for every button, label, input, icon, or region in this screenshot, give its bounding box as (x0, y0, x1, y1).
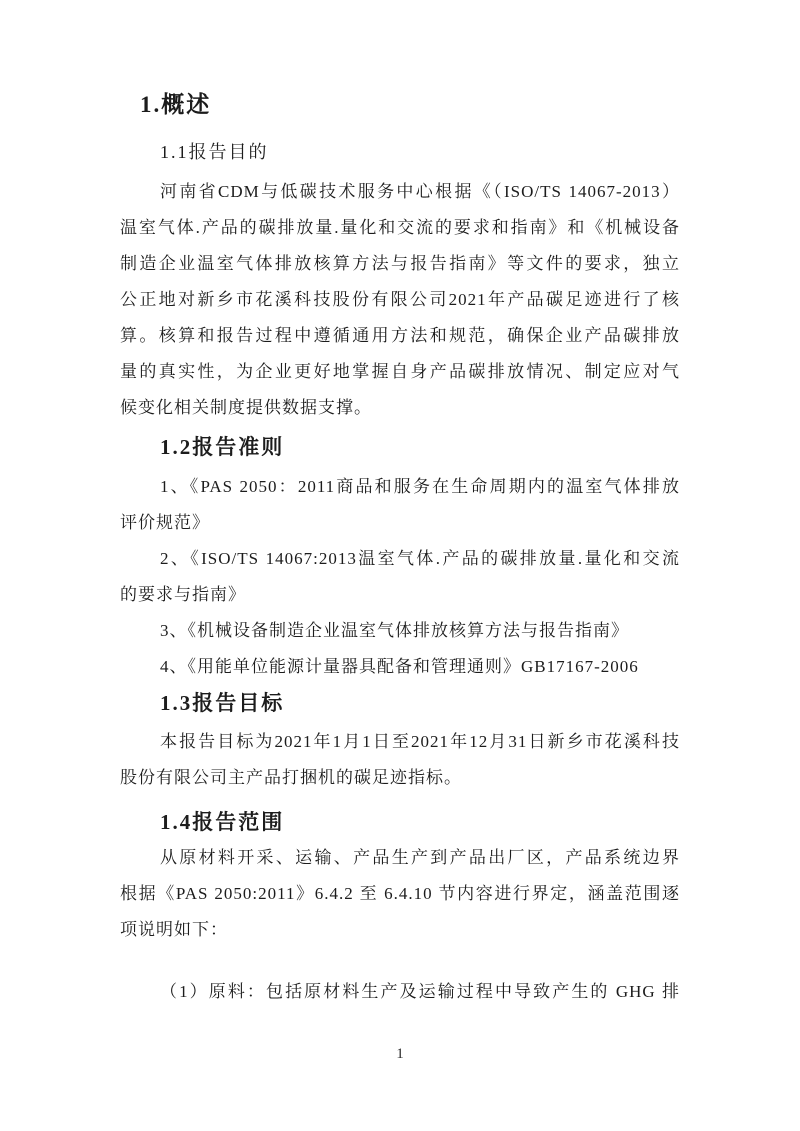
heading-report-scope: 1.4报告范围 (160, 810, 285, 834)
list-item-line: 的要求与指南》 (120, 585, 246, 604)
text-line: 制造企业温室气体排放核算方法与报告指南》等文件的要求，独立 (120, 254, 680, 273)
list-item-line: 评价规范》 (120, 513, 210, 532)
list-report-criteria (120, 469, 680, 685)
text-line: 项说明如下： (120, 920, 228, 939)
text-line: 量的真实性，为企业更好地掌握自身产品碳排放情况、制定应对气 (120, 362, 680, 381)
page-number: 1 (396, 1046, 404, 1062)
list-item-line: 3、《机械设备制造企业温室气体排放核算方法与报告指南》 (160, 621, 629, 640)
paragraph-raw-material (120, 974, 680, 1010)
paragraph-report-target (120, 724, 680, 796)
list-item-line: 2、《ISO/TS 14067:2013温室气体.产品的碳排放量.量化和交流 (160, 549, 680, 568)
text-line: 河南省CDM与低碳技术服务中心根据《（ISO/TS 14067-2013） (160, 182, 680, 201)
heading-report-target: 1.3报告目标 (160, 691, 285, 715)
text-line: 本报告目标为2021年1月1日至2021年12月31日新乡市花溪科技 (160, 732, 680, 751)
list-item-line: 1、《PAS 2050：2011商品和服务在生命周期内的温室气体排放 (160, 477, 680, 496)
text-line: 股份有限公司主产品打捆机的碳足迹指标。 (120, 768, 462, 787)
text-line: 候变化相关制度提供数据支撑。 (120, 398, 372, 417)
text-line: 从原材料开采、运输、产品生产到产品出厂区，产品系统边界 (160, 848, 680, 867)
text-line: （1）原料：包括原材料生产及运输过程中导致产生的 GHG 排 (160, 982, 680, 1001)
text-line: 算。核算和报告过程中遵循通用方法和规范，确保企业产品碳排放 (120, 326, 680, 345)
paragraph-report-scope (120, 840, 680, 948)
page-footer (120, 1043, 680, 1063)
heading-report-purpose: 1.1报告目的 (160, 142, 269, 162)
heading-report-criteria: 1.2报告准则 (160, 435, 285, 459)
text-line: 根据《PAS 2050:2011》6.4.2 至 6.4.10 节内容进行界定，涵盖范围逐 (120, 884, 680, 903)
list-item-line: 4、《用能单位能源计量器具配备和管理通则》GB17167-2006 (160, 657, 639, 676)
text-line: 公正地对新乡市花溪科技股份有限公司2021年产品碳足迹进行了核 (120, 290, 680, 309)
paragraph-report-purpose (120, 174, 680, 426)
heading-overview: 1.概述 (140, 92, 212, 117)
text-line: 温室气体.产品的碳排放量.量化和交流的要求和指南》和《机械设备 (120, 218, 680, 237)
